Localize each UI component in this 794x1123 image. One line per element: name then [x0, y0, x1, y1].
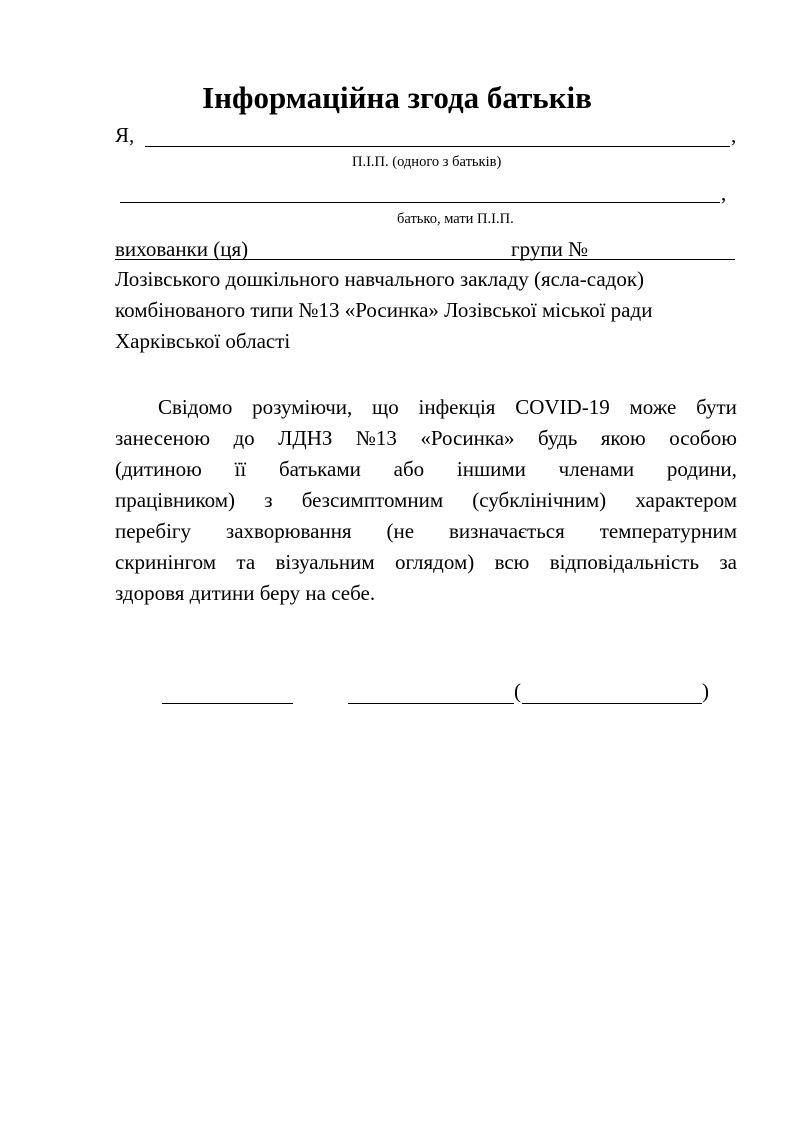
body-word: з: [264, 488, 273, 512]
pupil-label: вихованки (ця): [115, 237, 249, 261]
body-word: до: [233, 426, 255, 450]
body-line-1: [158, 394, 737, 420]
body-line-3: [115, 456, 737, 482]
parent-caption: батько, мати П.І.П.: [397, 211, 514, 227]
body-word: всю: [494, 550, 530, 574]
parent-name-field[interactable]: [145, 146, 730, 147]
page-title: Інформаційна згода батьків: [202, 80, 592, 115]
body-word: членами: [558, 457, 635, 481]
body-line-5: [115, 518, 737, 544]
body-word: ЛДНЗ: [278, 426, 333, 450]
body-line-6: [115, 549, 737, 575]
body-word: за: [719, 550, 737, 574]
parent-role-field[interactable]: [120, 202, 720, 203]
body-word: характером: [635, 488, 737, 512]
body-word: занесеною: [115, 426, 211, 450]
body-word: або: [393, 457, 425, 481]
body-word: COVID-19: [515, 395, 610, 419]
comma-1: ,: [731, 123, 737, 147]
body-word: іншими: [456, 457, 526, 481]
body-word: якою: [600, 426, 646, 450]
body-word: родини,: [666, 457, 737, 481]
body-word: розуміючи,: [252, 395, 353, 419]
body-word: перебігу: [115, 519, 192, 543]
body-word: захворювання: [225, 519, 352, 543]
body-word: що: [372, 395, 399, 419]
body-word: будь: [537, 426, 578, 450]
body-word: бути: [696, 395, 737, 419]
body-word: «Росинка»: [420, 426, 515, 450]
body-word: температурним: [599, 519, 737, 543]
body-line-7: здоровя дитини беру на себе.: [115, 581, 376, 605]
body-word: її: [234, 457, 247, 481]
comma-2: ,: [721, 181, 727, 205]
close-paren: ): [702, 679, 709, 703]
body-word: скринінгом: [115, 550, 217, 574]
body-word: може: [629, 395, 677, 419]
body-word: інфекція: [418, 395, 496, 419]
body-word: відповідальність: [549, 550, 700, 574]
institution-line-2: комбінованого типи №13 «Росинка» Лозівської міської ради: [115, 298, 653, 322]
pupil-line-underline[interactable]: [115, 259, 735, 260]
institution-line-3: Харківської області: [115, 329, 291, 353]
pip-caption: П.І.П. (одного з батьків): [352, 154, 502, 170]
ya-label: Я,: [115, 123, 135, 147]
body-word: безсимптомним: [301, 488, 444, 512]
body-word: візуальним: [275, 550, 375, 574]
body-word: (не: [386, 519, 415, 543]
body-line-4: [115, 487, 737, 513]
body-word: особою: [669, 426, 737, 450]
body-line-2: [115, 425, 737, 451]
body-word: оглядом): [394, 550, 475, 574]
body-word: працівником): [115, 488, 236, 512]
body-word: Свідомо: [158, 395, 233, 419]
open-paren: (: [514, 679, 521, 703]
signature-field[interactable]: [348, 703, 514, 704]
body-word: №13: [355, 426, 397, 450]
date-field[interactable]: [162, 703, 293, 704]
body-word: батьками: [278, 457, 361, 481]
body-word: (субклінічним): [472, 488, 607, 512]
institution-line-1: Лозівського дошкільного навчального закладу (ясла-садок): [115, 267, 645, 291]
body-word: та: [236, 550, 256, 574]
group-label: групи №: [511, 237, 589, 261]
signature-name-field[interactable]: [522, 703, 702, 704]
body-word: (дитиною: [115, 457, 202, 481]
body-word: визначається: [448, 519, 565, 543]
